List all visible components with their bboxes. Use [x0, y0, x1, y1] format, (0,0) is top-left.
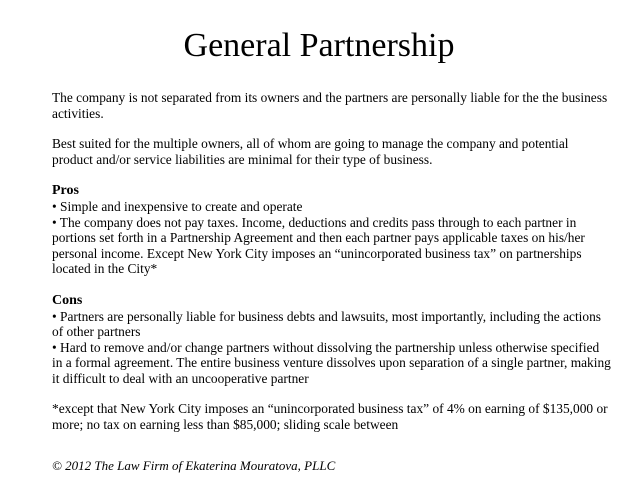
- cons-item-2: • Hard to remove and/or change partners without dissolving the partnership unless otherwise specified in a formal agreement. The entire business venture dissolves upon separation of a single partner, making it difficult to deal with an uncooperative partner: [52, 339, 611, 386]
- slide-body: [52, 90, 612, 432]
- pros-heading: Pros: [52, 183, 79, 198]
- copyright-footer: © 2012 The Law Firm of Ekaterina Mouratova, PLLC: [52, 458, 336, 473]
- cons-item-1: • Partners are personally liable for business debts and lawsuits, most importantly, including the actions of other partners: [52, 308, 602, 339]
- cons-heading: Cons: [52, 292, 83, 308]
- pros-item-1: • Simple and inexpensive to create and operate: [52, 199, 303, 214]
- slide-title: General Partnership: [183, 27, 455, 64]
- intro-paragraph-2: Best suited for the multiple owners, all of whom are going to manage the company and potential product and/or service liabilities are minimal for their type of business.: [52, 136, 569, 167]
- footnote: *except that New York City imposes an “unincorporated business tax” of 4% on earning of $135,000 or more; no tax on earning less than $85,000; sliding scale between: [52, 401, 608, 432]
- intro-paragraph-1: The company is not separated from its owners and the partners are personally liable for the the business activities.: [52, 90, 608, 121]
- pros-item-2: • The company does not pay taxes. Income, deductions and credits pass through to each partner in portions set forth in a Partnership Agreement and then each partner pays applicable taxes on his/her personal income. Except New York City imposes an “unincorporated business tax” on partnerships located in the City*: [52, 214, 585, 276]
